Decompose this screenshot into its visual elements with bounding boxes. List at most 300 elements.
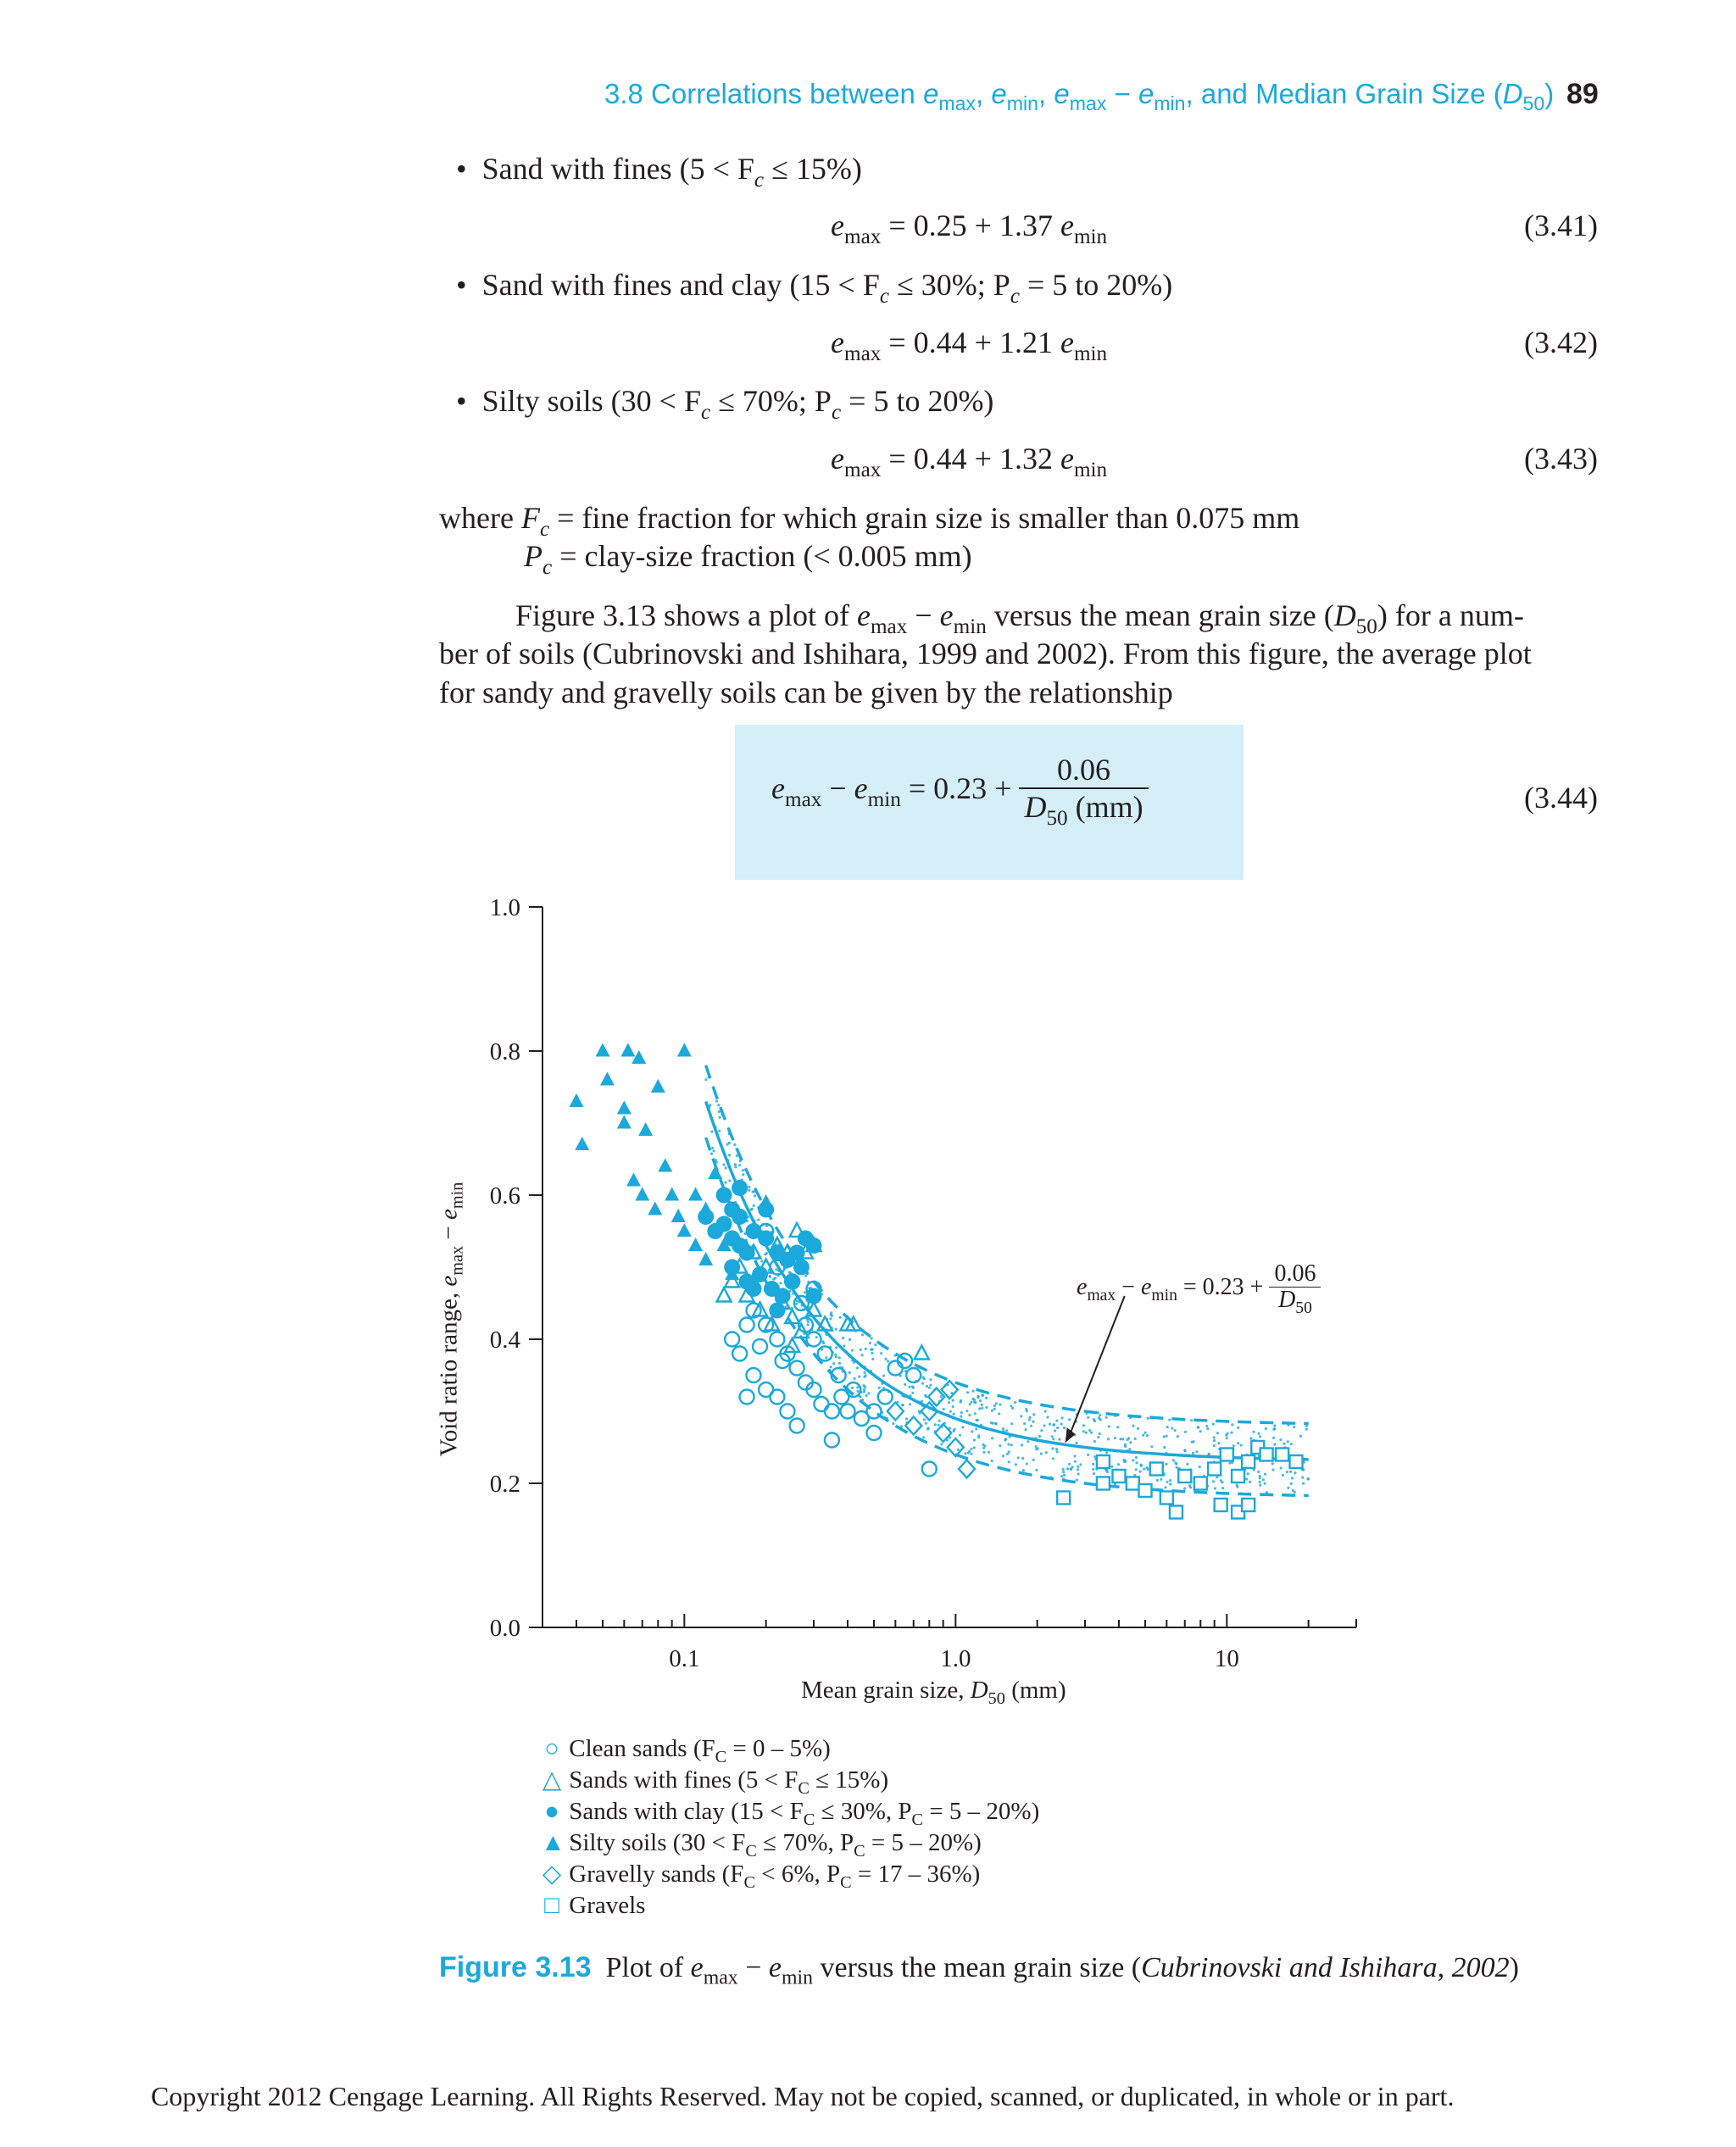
stipple-dot xyxy=(1044,1410,1047,1412)
stipple-dot xyxy=(1022,1469,1025,1471)
clean-sands-point xyxy=(818,1347,832,1361)
stipple-dot xyxy=(760,1260,763,1262)
stipple-dot xyxy=(765,1252,768,1254)
stipple-dot xyxy=(1294,1471,1296,1474)
stipple-dot xyxy=(1169,1482,1171,1485)
stipple-dot xyxy=(1055,1448,1058,1450)
stipple-dot xyxy=(748,1189,750,1192)
stipple-dot xyxy=(991,1460,993,1462)
silty-soils-point xyxy=(665,1188,679,1201)
stipple-dot xyxy=(968,1450,971,1453)
stipple-dot xyxy=(1174,1461,1177,1464)
stipple-dot xyxy=(1004,1438,1006,1441)
stipple-dot xyxy=(775,1268,777,1271)
clean-sands-point xyxy=(725,1332,739,1347)
bullet-sand-with-fines: • Sand with fines $(5 < F_c \le 15\%)$ xyxy=(456,152,862,192)
stipple-dot xyxy=(724,1182,726,1184)
stipple-dot xyxy=(1014,1401,1016,1404)
stipple-dot xyxy=(1088,1429,1091,1432)
stipple-dot xyxy=(1051,1435,1054,1438)
clean-sands-point xyxy=(732,1347,747,1361)
stipple-dot xyxy=(734,1165,737,1168)
circle-filled-icon: ● xyxy=(544,1798,559,1825)
stipple-dot xyxy=(734,1163,737,1165)
y-tick-label: 0.8 xyxy=(489,1038,520,1065)
clean-sands-point xyxy=(740,1390,754,1404)
stipple-dot xyxy=(973,1446,976,1449)
paragraph-line-2: ber of soils (Cubrinovski and Ishihara, 1999 and 2002). From this figure, the average plot xyxy=(439,637,1532,670)
stipple-dot xyxy=(979,1399,982,1402)
sands-with-fines-point xyxy=(717,1288,732,1302)
stipple-dot xyxy=(973,1438,976,1441)
clean-sands-point xyxy=(790,1361,804,1376)
stipple-dot xyxy=(774,1277,776,1279)
stipple-dot xyxy=(965,1410,968,1412)
stipple-dot xyxy=(1124,1445,1127,1448)
stipple-dot xyxy=(861,1354,864,1356)
stipple-dot xyxy=(1164,1486,1166,1488)
stipple-dot xyxy=(1045,1451,1048,1454)
stipple-dot xyxy=(995,1422,998,1425)
stipple-dot xyxy=(1139,1471,1142,1473)
stipple-dot xyxy=(1063,1474,1066,1477)
stipple-dot xyxy=(934,1423,937,1426)
stipple-dot xyxy=(1259,1484,1261,1487)
stipple-dot xyxy=(865,1394,868,1397)
stipple-dot xyxy=(981,1404,983,1406)
stipple-dot xyxy=(821,1340,824,1343)
clean-sands-point xyxy=(814,1397,828,1411)
stipple-dot xyxy=(710,1153,713,1155)
where-fc-definition: where $F_c$ = fine fraction for which grain size is smaller than 0.075 mm xyxy=(439,501,1300,541)
stipple-dot xyxy=(835,1328,837,1331)
gravels-point xyxy=(1150,1463,1163,1476)
silty-soils-point xyxy=(688,1188,703,1201)
stipple-dot xyxy=(1062,1471,1065,1473)
stipple-dot xyxy=(1146,1434,1149,1437)
stipple-dot xyxy=(1184,1449,1187,1452)
stipple-dot xyxy=(1230,1432,1232,1434)
stipple-dot xyxy=(753,1204,755,1207)
gravels-point xyxy=(1242,1455,1255,1468)
stipple-dot xyxy=(1236,1484,1238,1487)
clean-sands-point xyxy=(866,1426,881,1440)
stipple-dot xyxy=(860,1349,862,1351)
stipple-dot xyxy=(830,1366,832,1368)
stipple-dot xyxy=(1061,1416,1064,1419)
stipple-dot xyxy=(901,1404,904,1406)
stipple-dot xyxy=(908,1386,910,1388)
stipple-dot xyxy=(909,1403,911,1405)
sands-with-clay-point xyxy=(793,1260,810,1276)
figure-caption: Figure 3.13 Plot of $e_{max} - e_{min}$ versus the mean grain size (Cubrinovski and Ishihara, 2002) xyxy=(439,1951,1519,1989)
y-tick-label: 1.0 xyxy=(489,894,520,921)
x-tick-label: 10 xyxy=(1214,1645,1239,1672)
stipple-dot xyxy=(1021,1443,1023,1446)
stipple-dot xyxy=(969,1403,971,1405)
stipple-dot xyxy=(719,1116,721,1119)
stipple-dot xyxy=(843,1344,845,1347)
sands-with-clay-point xyxy=(784,1274,800,1290)
stipple-dot xyxy=(1301,1477,1304,1479)
stipple-dot xyxy=(1156,1479,1159,1482)
clean-sands-point xyxy=(780,1404,794,1419)
stipple-dot xyxy=(1282,1474,1284,1477)
stipple-dot xyxy=(1237,1442,1239,1444)
silty-soils-point xyxy=(708,1165,722,1179)
stipple-dot xyxy=(1110,1466,1113,1468)
clean-sands-point xyxy=(866,1404,881,1419)
stipple-dot xyxy=(975,1427,977,1430)
stipple-dot xyxy=(1087,1416,1089,1419)
sands-with-fines-point xyxy=(915,1346,929,1360)
stipple-dot xyxy=(1093,1440,1096,1443)
stipple-dot xyxy=(1280,1466,1283,1469)
stipple-dot xyxy=(1117,1463,1120,1466)
silty-soils-point xyxy=(698,1252,713,1265)
stipple-dot xyxy=(983,1444,986,1447)
stipple-dot xyxy=(1090,1432,1093,1434)
stipple-dot xyxy=(1271,1462,1274,1465)
stipple-dot xyxy=(1292,1489,1294,1492)
stipple-dot xyxy=(938,1424,940,1427)
stipple-dot xyxy=(1213,1439,1216,1442)
stipple-dot xyxy=(911,1385,914,1388)
legend-sands-with-fines: △ Sands with fines $(5 < F_C \le 15\%)$ xyxy=(542,1766,889,1799)
stipple-dot xyxy=(1247,1472,1249,1475)
clean-sands-point xyxy=(753,1339,767,1354)
stipple-dot xyxy=(839,1316,842,1319)
copyright-footer: Copyright 2012 Cengage Learning. All Rights Reserved. May not be copied, scanned, or duplicated, in whole or in part. xyxy=(151,2081,1455,2111)
stipple-dot xyxy=(1225,1434,1227,1437)
clean-sands-point xyxy=(878,1390,893,1404)
stipple-dot xyxy=(927,1427,930,1429)
stipple-dot xyxy=(849,1338,851,1341)
stipple-dot xyxy=(968,1414,971,1416)
stipple-dot xyxy=(1186,1463,1188,1466)
stipple-dot xyxy=(1085,1432,1088,1434)
sands-with-clay-point xyxy=(716,1188,732,1204)
stipple-dot xyxy=(1052,1438,1054,1440)
stipple-dot xyxy=(1121,1438,1124,1440)
stipple-dot xyxy=(849,1371,851,1374)
sands-with-clay-point xyxy=(732,1209,748,1225)
stipple-dot xyxy=(970,1448,972,1450)
stipple-dot xyxy=(1105,1451,1108,1454)
stipple-dot xyxy=(1197,1426,1199,1428)
stipple-dot xyxy=(829,1317,832,1320)
stipple-dot xyxy=(923,1418,926,1421)
stipple-dot xyxy=(1290,1443,1293,1445)
stipple-dot xyxy=(1060,1422,1063,1425)
clean-sands-point xyxy=(825,1433,839,1448)
stipple-dot xyxy=(1221,1487,1224,1489)
stipple-dot xyxy=(1291,1477,1294,1479)
stipple-dot xyxy=(710,1131,713,1133)
sands-with-clay-point xyxy=(716,1216,732,1232)
stipple-dot xyxy=(1056,1450,1059,1453)
stipple-dot xyxy=(1027,1440,1029,1443)
stipple-dot xyxy=(993,1408,996,1410)
stipple-dot xyxy=(929,1384,932,1387)
stipple-dot xyxy=(1272,1437,1275,1439)
equation-3-44: $e_{max} - e_{min} = 0.23$ + $\frac{0.06}{D_{50} (mm)}$ xyxy=(771,752,1149,825)
stipple-dot xyxy=(1174,1429,1177,1432)
x-axis-label: Mean grain size, $D_{50}$ (mm) xyxy=(801,1677,1066,1709)
bullet-dot: • xyxy=(456,268,467,302)
stipple-dot xyxy=(1213,1436,1216,1438)
stipple-dot xyxy=(1099,1432,1101,1435)
stipple-dot xyxy=(1054,1429,1056,1432)
bullet-silty-soils: • Silty soils ($30 < F_c \le 70\%$; $P_c = 5$ to 20%) xyxy=(456,384,994,424)
sands-with-clay-point xyxy=(806,1238,822,1254)
stipple-dot xyxy=(999,1444,1001,1447)
legend-silty-soils: ▲ Silty soils ($30 < F_C \le 70\%$, $P_C = 5 - 20\%$) xyxy=(541,1829,982,1861)
stipple-dot xyxy=(1160,1478,1162,1481)
stipple-dot xyxy=(804,1291,806,1293)
stipple-dot xyxy=(1049,1423,1051,1426)
stipple-dot xyxy=(1228,1462,1231,1465)
stipple-dot xyxy=(779,1282,782,1284)
gravels-point xyxy=(1160,1492,1173,1505)
clean-sands-point xyxy=(825,1404,839,1419)
stipple-dot xyxy=(1183,1488,1186,1490)
stipple-dot xyxy=(1214,1487,1216,1489)
stipple-dot xyxy=(869,1342,871,1344)
stipple-dot xyxy=(978,1407,981,1410)
page-number: 89 xyxy=(1566,78,1599,110)
stipple-dot xyxy=(1063,1427,1066,1429)
stipple-dot xyxy=(1217,1442,1220,1444)
stipple-dot xyxy=(1107,1438,1110,1440)
stipple-dot xyxy=(795,1303,798,1305)
silty-soils-point xyxy=(632,1050,646,1064)
stipple-dot xyxy=(1259,1481,1261,1483)
stipple-dot xyxy=(1293,1426,1295,1428)
stipple-dot xyxy=(1177,1435,1179,1438)
stipple-dot xyxy=(1166,1435,1168,1438)
stipple-dot xyxy=(1062,1468,1065,1471)
x-tick-label: 0.1 xyxy=(669,1645,700,1672)
curve-annotation: $e_{max} - e_{min} = 0.23$ + $\frac{0.06}{D_{50}}$ xyxy=(1077,1261,1321,1313)
stipple-dot xyxy=(1006,1453,1009,1455)
legend-sands-with-clay: ● Sands with clay ($15 < F_C \le 30\%$, $P_C = 5 - 20\%$) xyxy=(541,1796,1039,1827)
gravels-point xyxy=(1112,1470,1125,1482)
stipple-dot xyxy=(1040,1429,1043,1432)
silty-soils-point xyxy=(620,1043,635,1057)
caption-label: Figure 3.13 xyxy=(439,1951,592,1983)
arrow-head xyxy=(1066,1427,1076,1443)
stipple-dot xyxy=(960,1399,962,1402)
bullet-dot: • xyxy=(456,384,467,418)
stipple-dot xyxy=(948,1401,950,1404)
stipple-dot xyxy=(922,1376,925,1378)
gravels-point xyxy=(1097,1455,1110,1468)
silty-soils-point xyxy=(635,1188,649,1201)
silty-soils-point xyxy=(671,1209,686,1222)
stipple-dot xyxy=(953,1413,955,1416)
stipple-dot xyxy=(1258,1432,1260,1435)
stipple-dot xyxy=(725,1166,727,1169)
stipple-dot xyxy=(970,1453,972,1455)
stipple-dot xyxy=(981,1394,983,1397)
stipple-dot xyxy=(1259,1435,1261,1438)
sands-with-fines-point xyxy=(785,1310,799,1323)
stipple-dot xyxy=(1143,1468,1145,1471)
gravels-point xyxy=(1138,1484,1151,1497)
sands-with-clay-point xyxy=(769,1303,785,1319)
clean-sands-point xyxy=(770,1390,784,1404)
stipple-dot xyxy=(966,1391,969,1393)
stipple-dot xyxy=(911,1392,914,1394)
stipple-dot xyxy=(1286,1471,1288,1473)
stipple-dot xyxy=(921,1382,924,1385)
stipple-dot xyxy=(1134,1438,1137,1440)
stipple-dot xyxy=(742,1169,744,1171)
gravels-point xyxy=(1057,1492,1070,1505)
stipple-dot xyxy=(982,1451,985,1454)
stipple-dot xyxy=(1287,1487,1289,1489)
silty-soils-point xyxy=(648,1202,662,1215)
stipple-dot xyxy=(999,1404,1001,1406)
sands-with-clay-point xyxy=(739,1245,755,1261)
stipple-dot xyxy=(856,1366,859,1369)
stipple-dot xyxy=(1168,1419,1171,1421)
stipple-dot xyxy=(1221,1481,1223,1483)
stipple-dot xyxy=(1290,1482,1293,1485)
stipple-dot xyxy=(717,1104,720,1106)
stipple-dot xyxy=(938,1420,941,1422)
legend-gravelly-sands: ◇ Gravelly sands ($F_C < 6\%$, $P_C = 17 - 36\%$) xyxy=(542,1861,981,1893)
stipple-dot xyxy=(1026,1410,1028,1412)
stipple-dot xyxy=(1071,1466,1074,1468)
stipple-dot xyxy=(929,1378,932,1381)
stipple-dot xyxy=(871,1358,874,1360)
stipple-dot xyxy=(834,1354,837,1356)
stipple-dot xyxy=(835,1346,837,1349)
stipple-dot xyxy=(1232,1444,1235,1447)
stipple-dot xyxy=(1190,1419,1193,1421)
stipple-dot xyxy=(1029,1416,1032,1419)
gravels-point xyxy=(1215,1499,1227,1511)
stipple-dot xyxy=(1017,1456,1020,1459)
stipple-dot xyxy=(882,1375,885,1377)
silty-soils-point xyxy=(759,1194,773,1208)
stipple-dot xyxy=(712,1149,715,1152)
stipple-dot xyxy=(1137,1427,1139,1430)
stipple-dot xyxy=(991,1410,993,1412)
stipple-dot xyxy=(952,1399,954,1402)
stipple-dot xyxy=(1166,1463,1168,1466)
stipple-dot xyxy=(1305,1428,1308,1431)
stipple-dot xyxy=(1021,1457,1024,1460)
stipple-dot xyxy=(1082,1430,1085,1432)
clean-sands-point xyxy=(770,1332,784,1347)
stipple-dot xyxy=(807,1323,810,1326)
stipple-dot xyxy=(1163,1446,1166,1449)
stipple-dot xyxy=(1052,1457,1054,1460)
stipple-dot xyxy=(1068,1463,1071,1466)
stipple-dot xyxy=(835,1355,837,1358)
stipple-dot xyxy=(1188,1484,1191,1487)
clean-sands-point xyxy=(790,1419,804,1433)
y-tick-label: 0.4 xyxy=(489,1327,520,1354)
legend-clean-sands: ○ Clean sands $(F_C = 0 - 5\%)$ xyxy=(541,1733,1039,1765)
equation-3-42: $e_{max} = 0.44 + 1.21$ $e_{min}$ xyxy=(831,325,1108,365)
legend-gravels: □ Gravels xyxy=(541,1890,1039,1922)
silty-soils-point xyxy=(617,1101,632,1115)
stipple-dot xyxy=(961,1426,964,1428)
silty-soils-point xyxy=(651,1079,665,1093)
stipple-dot xyxy=(972,1390,975,1393)
gravelly-sands-point xyxy=(887,1403,904,1421)
stipple-dot xyxy=(1032,1413,1035,1416)
stipple-dot xyxy=(1023,1422,1026,1425)
stipple-dot xyxy=(859,1395,861,1398)
stipple-dot xyxy=(971,1430,973,1432)
stipple-dot xyxy=(1132,1459,1134,1461)
stipple-dot xyxy=(1136,1461,1138,1464)
stipple-dot xyxy=(1074,1460,1077,1463)
stipple-dot xyxy=(1240,1443,1243,1446)
stipple-dot xyxy=(1192,1452,1194,1455)
diamond-open-icon: ◇ xyxy=(542,1861,562,1888)
clean-sands-point xyxy=(807,1332,821,1347)
stipple-dot xyxy=(715,1100,718,1103)
stipple-dot xyxy=(858,1376,860,1378)
sands-with-clay-point xyxy=(806,1288,822,1304)
stipple-dot xyxy=(871,1337,873,1339)
stipple-dot xyxy=(1212,1480,1215,1482)
stipple-dot xyxy=(856,1390,859,1393)
stipple-dot xyxy=(1092,1463,1094,1466)
stipple-dot xyxy=(1097,1436,1099,1438)
stipple-dot xyxy=(754,1194,756,1197)
stipple-dot xyxy=(842,1337,844,1339)
stipple-dot xyxy=(964,1452,966,1455)
stipple-dot xyxy=(1140,1464,1143,1466)
stipple-dot xyxy=(1105,1416,1108,1419)
stipple-dot xyxy=(838,1362,841,1365)
stipple-dot xyxy=(709,1104,711,1106)
stipple-dot xyxy=(830,1314,832,1316)
stipple-dot xyxy=(1184,1431,1187,1433)
stipple-dot xyxy=(1299,1435,1302,1438)
gravels-point xyxy=(1260,1449,1273,1461)
stipple-dot xyxy=(971,1401,973,1404)
stipple-dot xyxy=(1032,1421,1034,1423)
stipple-dot xyxy=(1127,1438,1129,1441)
stipple-dot xyxy=(880,1352,882,1354)
stipple-dot xyxy=(1245,1478,1248,1481)
stipple-dot xyxy=(974,1401,976,1404)
upper-bound-curve xyxy=(706,1065,1309,1424)
silty-soils-point xyxy=(658,1159,672,1172)
stipple-dot xyxy=(733,1143,736,1146)
sands-with-clay-point xyxy=(758,1231,774,1247)
stipple-dot xyxy=(1026,1462,1028,1465)
stipple-dot xyxy=(1307,1477,1310,1480)
fraction-344: $\frac{0.06}{D_{50} (mm)}$ xyxy=(1019,752,1148,825)
stipple-dot xyxy=(976,1396,979,1399)
running-header: 3.8 Correlations between $e_{max}$, $e_{min}$, $e_{max} - e_{min}$, and Median Grain Size $(D_{50})$ xyxy=(604,78,1555,115)
stipple-dot xyxy=(1106,1471,1109,1473)
stipple-dot xyxy=(867,1392,870,1394)
triangle-open-icon: △ xyxy=(542,1766,562,1794)
stipple-dot xyxy=(1020,1415,1022,1417)
stipple-dot xyxy=(1043,1424,1045,1427)
silty-soils-point xyxy=(600,1072,615,1086)
